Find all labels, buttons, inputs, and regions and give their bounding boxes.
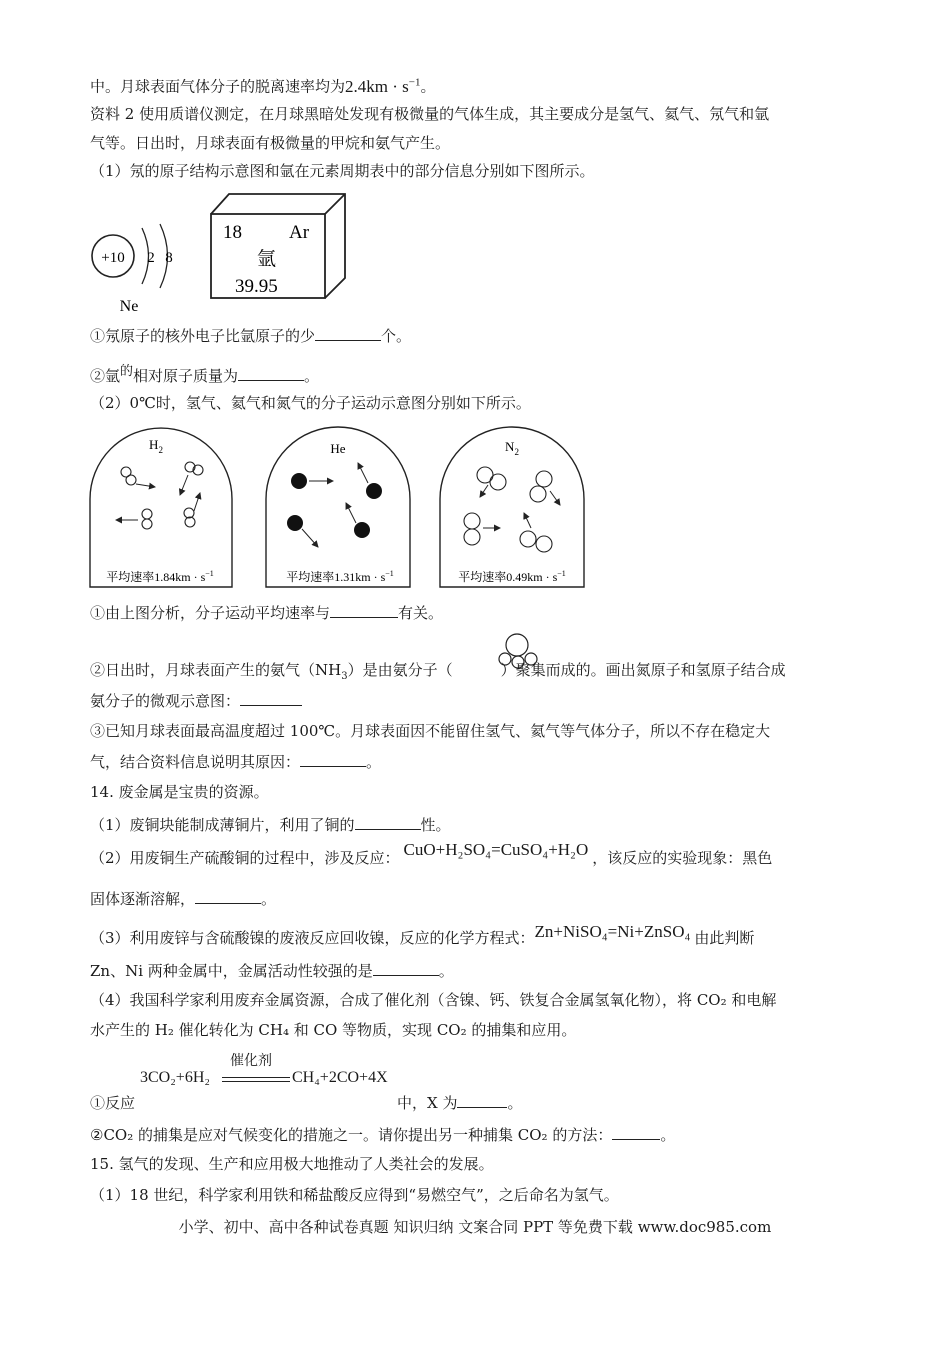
- molecule-motion-figure: [88, 425, 588, 590]
- ne-shell-1: 2: [147, 250, 155, 266]
- question-14-4-2: ②CO₂ 的捕集是应对气候变化的措施之一。请你提出另一种捕集 CO₂ 的方法： 。: [90, 1126, 676, 1144]
- question-15-1: （1）18 世纪，科学家利用铁和稀盐酸反应得到“易燃空气”，之后命名为氢气。: [90, 1186, 619, 1204]
- he-label: He: [330, 441, 346, 456]
- h2-panel: [90, 428, 232, 587]
- ar-name: 氩: [257, 249, 277, 270]
- he-speed: 平均速率$1.31km \cdot s^{-1}$: [286, 569, 394, 584]
- question-14-3-line2: Zn、Ni 两种金属中，金属活动性较强的是 。: [90, 962, 454, 980]
- question-14-3: （3）利用废锌与含硫酸镍的废液反应回收镍，反应的化学方程式：Zn+NiSO₄=Ni+ZnSO₄ 由此判断: [90, 922, 755, 947]
- question-14-2-line2: 固体逐渐溶解， 。: [90, 890, 277, 908]
- question-1-intro: （1）氖的原子结构示意图和氩在元素周期表中的部分信息分别如下图所示。: [90, 162, 595, 180]
- zn-reaction-formula: Zn+NiSO₄=Ni+ZnSO₄: [534, 922, 691, 941]
- he-panel: [266, 427, 410, 587]
- question-14-4-line2: 水产生的 H₂ 催化转化为 CH₄ 和 CO 等物质，实现 CO₂ 的捕集和应用。: [90, 1021, 577, 1039]
- escape-rate: $2.4km \cdot s^{-1}$: [345, 76, 421, 96]
- question-14-4-1: ①反应 中，X 为 。: [90, 1094, 523, 1112]
- question-1a: ①氖原子的核外电子比氩原子的少 个。: [90, 327, 412, 345]
- n2-label: $N_2$: [505, 439, 519, 457]
- question-1b: ②氩$^的$相对原子质量为 。: [90, 364, 320, 385]
- n2-speed: 平均速率$0.49km \cdot s^{-1}$: [458, 569, 566, 584]
- answer-blank[interactable]: [330, 602, 398, 618]
- equation-arrow: [222, 1077, 290, 1082]
- argon-element-box: [205, 190, 350, 302]
- catalyst-label: 催化剂: [230, 1053, 272, 1069]
- ne-nucleus-charge: +10: [101, 250, 125, 266]
- question-2c-line2: 气，结合资料信息说明其原因： 。: [90, 753, 382, 771]
- answer-blank[interactable]: [612, 1124, 660, 1140]
- catalysis-equation: [140, 1050, 410, 1090]
- question-14-2: （2）用废铜生产硫酸铜的过程中，涉及反应： CuO+H₂SO₄=CuSO₄+H₂O ，该反应的实验现象：黑色: [90, 840, 773, 867]
- ar-atomic-mass: 39.95: [235, 276, 278, 297]
- text-line-3: 气等。日出时，月球表面有极微量的甲烷和氨气产生。: [90, 134, 451, 152]
- question-2c-line1: ③已知月球表面最高温度超过 100℃。月球表面因不能留住氢气、氦气等气体分子，所以不存在稳定大: [90, 722, 771, 740]
- h2-speed: 平均速率$1.84km \cdot s^{-1}$: [106, 569, 214, 584]
- ar-symbol: Ar: [289, 222, 310, 243]
- question-2-intro: （2）0℃时，氢气、氦气和氮气的分子运动示意图分别如下所示。: [90, 394, 531, 412]
- text-line-2: 资料 2 使用质谱仪测定，在月球黑暗处发现有极微量的气体生成，其主要成分是氢气、氦气、氖气和氩: [90, 105, 770, 123]
- equation-right: CH₄+2CO+4X: [292, 1069, 388, 1086]
- cuo-reaction-formula: CuO+H₂SO₄=CuSO₄+H₂O: [403, 840, 589, 859]
- answer-blank[interactable]: [355, 814, 421, 830]
- question-2b: ②日出时，月球表面产生的氨气$(NH_3)$是由氨分子（ ）聚集而成的。画出氮原子和氢原子结合成: [90, 661, 786, 682]
- h2-label: $H_2$: [149, 437, 163, 455]
- question-2a: ①由上图分析，分子运动平均速率与 有关。: [90, 604, 444, 622]
- answer-blank[interactable]: [373, 960, 439, 976]
- answer-blank[interactable]: [240, 690, 302, 706]
- question-15-title: 15. 氢气的发现、生产和应用极大地推动了人类社会的发展。: [90, 1155, 494, 1173]
- equation-left: 3CO₂+6H₂: [140, 1069, 210, 1086]
- answer-blank[interactable]: [238, 365, 304, 381]
- text-line-1: 中。月球表面气体分子的脱离速率均为$2.4km \cdot s^{-1}$。: [90, 76, 436, 96]
- neon-atom-diagram: [85, 222, 185, 317]
- answer-blank[interactable]: [195, 888, 261, 904]
- n2-panel: [440, 427, 584, 587]
- answer-blank[interactable]: [457, 1092, 507, 1108]
- question-14-title: 14. 废金属是宝贵的资源。: [90, 783, 269, 801]
- ne-symbol: Ne: [119, 298, 139, 315]
- page-footer: 小学、初中、高中各种试卷真题 知识归纳 文案合同 PPT 等免费下载 www.doc985.com: [178, 1218, 772, 1236]
- answer-blank[interactable]: [315, 325, 381, 341]
- question-14-4-line1: （4）我国科学家利用废弃金属资源，合成了催化剂（含镍、钙、铁复合金属氢氧化物），将 CO₂ 和电解: [90, 991, 777, 1009]
- question-14-1: （1）废铜块能制成薄铜片，利用了铜的 性。: [90, 816, 451, 834]
- question-2b-line2: 氨分子的微观示意图：: [90, 690, 302, 711]
- answer-blank[interactable]: [300, 751, 366, 767]
- ar-atomic-number: 18: [223, 222, 242, 243]
- ne-shell-2: 8: [165, 250, 173, 266]
